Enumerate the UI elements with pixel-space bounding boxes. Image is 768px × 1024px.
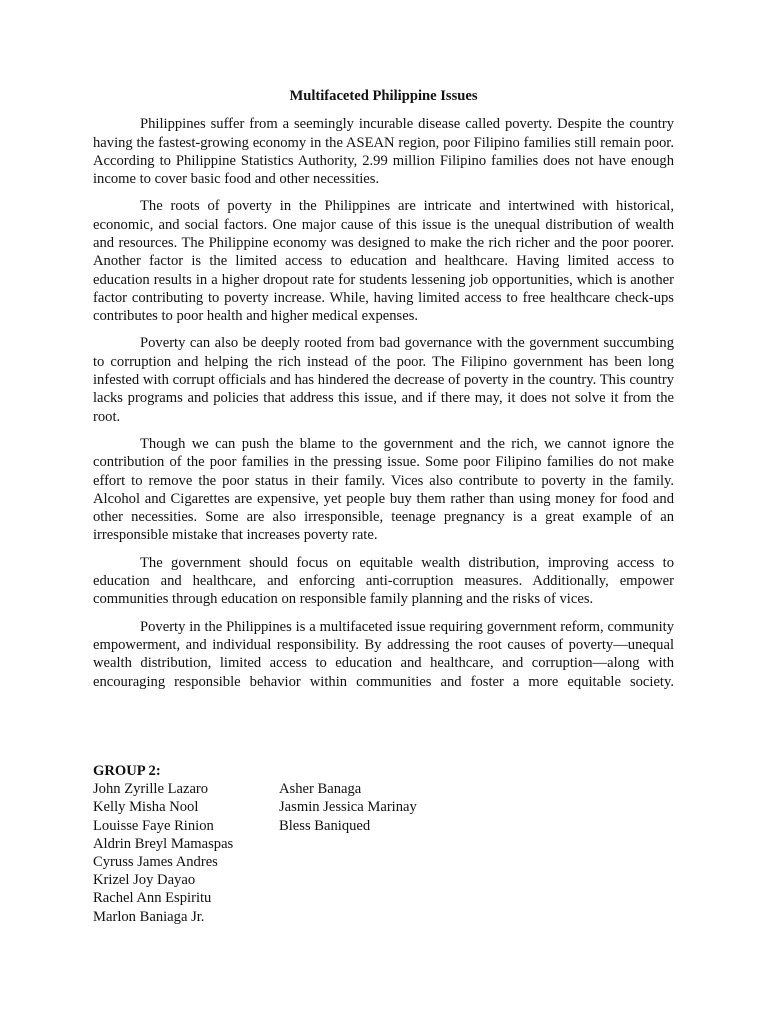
member-name: Asher Banaga: [279, 781, 362, 798]
paragraph-6: Poverty in the Philippines is a multifaceted issue requiring government reform, community empowerment, and individual responsibility. By addressing the root causes of poverty—unequal wealth distribution, limited access to education and healthcare, and corruption—along with encouraging responsible behavior within communities and foster a more equitable society.: [93, 618, 674, 690]
member-name: Marlon Baniaga Jr.: [93, 908, 205, 925]
paragraph-5: The government should focus on equitable wealth distribution, improving access to education and healthcare, and enforcing anti-corruption measures. Additionally, empower communities through education on responsible family planning and the risks of vices.: [93, 554, 674, 608]
member-name: Kelly Misha Nool: [93, 799, 199, 816]
document-title: Multifaceted Philippine Issues: [289, 88, 478, 104]
group-title: GROUP 2:: [93, 763, 161, 779]
paragraph-4: Though we can push the blame to the government and the rich, we cannot ignore the contribution of the poor families in the pressing issue. Some poor Filipino families do not make effort to remove the poor status in their family. Vices also contribute to poverty in the family. Alcohol and Cigarettes are expensive, yet people buy them rather than using money for food and other necessities. Some are also irresponsible, teenage pregnancy is a great example of an irresponsible mistake that increases poverty rate.: [93, 435, 674, 544]
member-name: Rachel Ann Espiritu: [93, 890, 212, 907]
group-members-section: [93, 762, 674, 926]
member-name: Krizel Joy Dayao: [93, 872, 196, 889]
paragraph-2: The roots of poverty in the Philippines are intricate and intertwined with historical, economic, and social factors. One major cause of this issue is the unequal distribution of wealth and resources. The Philippine economy was designed to make the rich richer and the poor poorer. Another factor is the limited access to education and healthcare. Having limited access to education results in a higher dropout rate for students lessening job opportunities, which is another factor contributing to poverty increase. While, having limited access to free healthcare check-ups contributes to poor health and higher medical expenses.: [93, 198, 674, 325]
member-name: Louisse Faye Rinion: [93, 817, 214, 834]
paragraph-1: Philippines suffer from a seemingly incurable disease called poverty. Despite the country having the fastest-growing economy in the ASEAN region, poor Filipino families still remain poor. According to Philippine Statistics Authority, 2.99 million Filipino families does not have enough income to cover basic food and other necessities.: [93, 116, 674, 188]
member-name: Cyruss James Andres: [93, 854, 218, 871]
member-name: Aldrin Breyl Mamaspas: [93, 835, 234, 852]
member-name: John Zyrille Lazaro: [93, 781, 209, 798]
member-column-1: [93, 780, 279, 926]
paragraph-3: Poverty can also be deeply rooted from bad governance with the government succumbing to corruption and helping the rich instead of the poor. The Filipino government has been long infested with corrupt officials and has hindered the decrease of poverty in the country. This country lacks programs and policies that address this issue, and if there may, it does not solve it from the root.: [93, 335, 674, 425]
document-body: [93, 87, 674, 700]
member-name: Jasmin Jessica Marinay: [279, 799, 417, 816]
member-columns: [93, 780, 674, 926]
member-column-2: [279, 780, 579, 926]
member-name: Bless Baniqued: [279, 817, 371, 834]
